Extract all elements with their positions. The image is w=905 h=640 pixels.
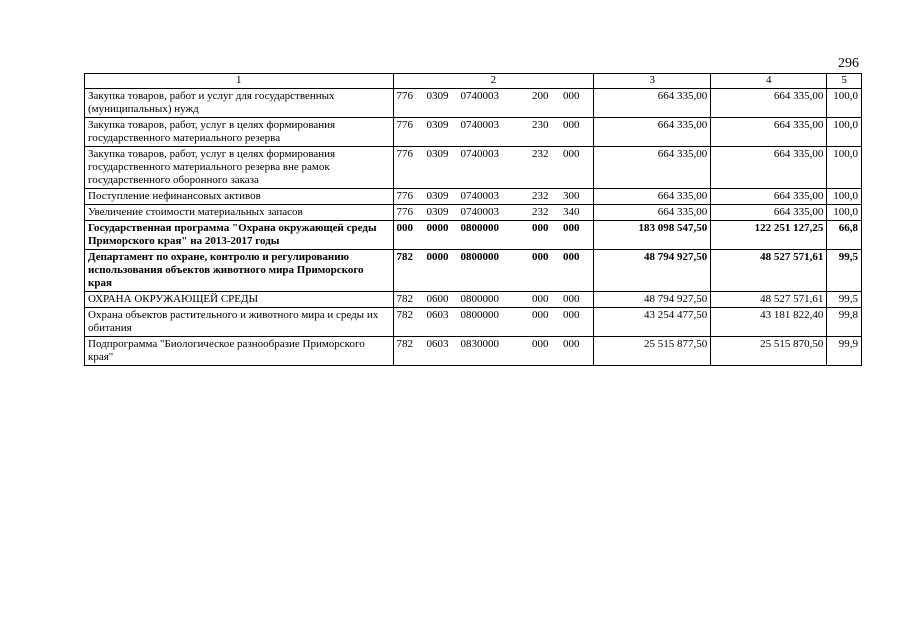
code-kosgu: 000 (563, 90, 580, 102)
row-codes (393, 205, 594, 221)
row-value-actual: 664 335,00 (711, 189, 827, 205)
row-name: Департамент по охране, контролю и регулированию использования объектов животного мира Приморского края (85, 250, 394, 292)
code-section: 0600 (426, 293, 449, 305)
code-target-article: 0740003 (460, 90, 500, 102)
code-group (397, 309, 591, 322)
table-row (85, 292, 862, 308)
code-grbs: 782 (396, 309, 414, 321)
code-grbs: 776 (396, 119, 414, 131)
code-target-article: 0800000 (460, 309, 500, 321)
row-value-planned: 25 515 877,50 (594, 337, 711, 366)
code-section: 0603 (426, 309, 449, 321)
code-section: 0000 (426, 222, 449, 234)
row-value-planned: 664 335,00 (594, 118, 711, 147)
code-target-article: 0800000 (460, 222, 500, 234)
row-value-percent: 99,5 (827, 292, 862, 308)
header-col-5: 5 (827, 74, 862, 89)
code-expense-type: 000 (532, 222, 549, 234)
header-col-3: 3 (594, 74, 711, 89)
row-value-actual: 664 335,00 (711, 147, 827, 189)
code-group (397, 338, 591, 351)
row-value-percent: 99,5 (827, 250, 862, 292)
row-codes (393, 308, 594, 337)
code-grbs: 000 (396, 222, 414, 234)
code-target-article: 0740003 (460, 206, 500, 218)
code-group (397, 148, 591, 161)
row-codes (393, 337, 594, 366)
code-expense-type: 232 (532, 190, 549, 202)
row-value-actual: 48 527 571,61 (711, 250, 827, 292)
code-kosgu: 000 (563, 293, 580, 305)
table-row (85, 250, 862, 292)
code-expense-type: 200 (532, 90, 549, 102)
code-group (397, 222, 591, 235)
row-codes (393, 250, 594, 292)
code-kosgu: 000 (563, 338, 580, 350)
header-col-4: 4 (711, 74, 827, 89)
header-row (85, 74, 862, 89)
row-value-planned: 664 335,00 (594, 205, 711, 221)
row-value-percent: 100,0 (827, 118, 862, 147)
row-value-percent: 100,0 (827, 205, 862, 221)
row-value-actual: 25 515 870,50 (711, 337, 827, 366)
code-target-article: 0740003 (460, 148, 500, 160)
table-row (85, 189, 862, 205)
row-codes (393, 89, 594, 118)
code-expense-type: 232 (532, 148, 549, 160)
row-name: Государственная программа "Охрана окружающей среды Приморского края" на 2013-2017 годы (85, 221, 394, 250)
row-name: Закупка товаров, работ, услуг в целях формирования государственного материального резерва (85, 118, 394, 147)
row-value-percent: 66,8 (827, 221, 862, 250)
code-expense-type: 000 (532, 251, 549, 263)
code-grbs: 782 (396, 338, 414, 350)
code-grbs: 782 (396, 251, 414, 263)
row-name: Охрана объектов растительного и животного мира и среды их обитания (85, 308, 394, 337)
row-name: Поступление нефинансовых активов (85, 189, 394, 205)
table-header (85, 74, 862, 89)
code-section: 0309 (426, 90, 449, 102)
code-expense-type: 000 (532, 309, 549, 321)
row-value-percent: 99,9 (827, 337, 862, 366)
row-value-actual: 43 181 822,40 (711, 308, 827, 337)
code-expense-type: 000 (532, 338, 549, 350)
code-section: 0309 (426, 206, 449, 218)
code-group (397, 90, 591, 103)
row-value-actual: 664 335,00 (711, 205, 827, 221)
code-target-article: 0800000 (460, 293, 500, 305)
code-expense-type: 230 (532, 119, 549, 131)
table-row (85, 89, 862, 118)
code-target-article: 0740003 (460, 119, 500, 131)
code-kosgu: 000 (563, 309, 580, 321)
code-section: 0309 (426, 119, 449, 131)
row-value-planned: 183 098 547,50 (594, 221, 711, 250)
row-value-percent: 100,0 (827, 147, 862, 189)
code-kosgu: 300 (563, 190, 580, 202)
table-body (85, 89, 862, 366)
code-target-article: 0800000 (460, 251, 500, 263)
row-codes (393, 292, 594, 308)
code-group (397, 119, 591, 132)
code-expense-type: 000 (532, 293, 549, 305)
row-name: Закупка товаров, работ, услуг в целях формирования государственного материального резерва вне рамок государственного оборонного заказа (85, 147, 394, 189)
code-section: 0000 (426, 251, 449, 263)
row-value-planned: 48 794 927,50 (594, 250, 711, 292)
code-group (397, 293, 591, 306)
row-value-percent: 100,0 (827, 89, 862, 118)
code-section: 0309 (426, 148, 449, 160)
row-name: Подпрограмма "Биологическое разнообразие Приморского края" (85, 337, 394, 366)
table-row (85, 221, 862, 250)
row-codes (393, 221, 594, 250)
row-codes (393, 118, 594, 147)
row-codes (393, 189, 594, 205)
code-section: 0603 (426, 338, 449, 350)
code-grbs: 776 (396, 190, 414, 202)
budget-table (84, 73, 862, 366)
code-group (397, 190, 591, 203)
row-name: ОХРАНА ОКРУЖАЮЩЕЙ СРЕДЫ (85, 292, 394, 308)
row-value-planned: 664 335,00 (594, 89, 711, 118)
code-expense-type: 232 (532, 206, 549, 218)
code-grbs: 776 (396, 206, 414, 218)
code-section: 0309 (426, 190, 449, 202)
row-codes (393, 147, 594, 189)
code-kosgu: 000 (563, 119, 580, 131)
table-row (85, 147, 862, 189)
code-kosgu: 000 (563, 251, 580, 263)
row-name: Увеличение стоимости материальных запасов (85, 205, 394, 221)
code-kosgu: 340 (563, 206, 580, 218)
table-row (85, 337, 862, 366)
table-row (85, 205, 862, 221)
header-col-1: 1 (85, 74, 394, 89)
row-value-percent: 100,0 (827, 189, 862, 205)
row-value-actual: 122 251 127,25 (711, 221, 827, 250)
row-name: Закупка товаров, работ и услуг для государственных (муниципальных) нужд (85, 89, 394, 118)
code-group (397, 251, 591, 264)
row-value-actual: 664 335,00 (711, 118, 827, 147)
row-value-planned: 48 794 927,50 (594, 292, 711, 308)
row-value-percent: 99,8 (827, 308, 862, 337)
header-col-2: 2 (393, 74, 594, 89)
row-value-actual: 48 527 571,61 (711, 292, 827, 308)
code-kosgu: 000 (563, 148, 580, 160)
page-number: 296 (838, 56, 859, 71)
code-grbs: 776 (396, 90, 414, 102)
code-kosgu: 000 (563, 222, 580, 234)
row-value-planned: 43 254 477,50 (594, 308, 711, 337)
code-grbs: 776 (396, 148, 414, 160)
row-value-planned: 664 335,00 (594, 189, 711, 205)
row-value-planned: 664 335,00 (594, 147, 711, 189)
code-grbs: 782 (396, 293, 414, 305)
code-group (397, 206, 591, 219)
table-row (85, 308, 862, 337)
table-row (85, 118, 862, 147)
code-target-article: 0740003 (460, 190, 500, 202)
row-value-actual: 664 335,00 (711, 89, 827, 118)
code-target-article: 0830000 (460, 338, 500, 350)
